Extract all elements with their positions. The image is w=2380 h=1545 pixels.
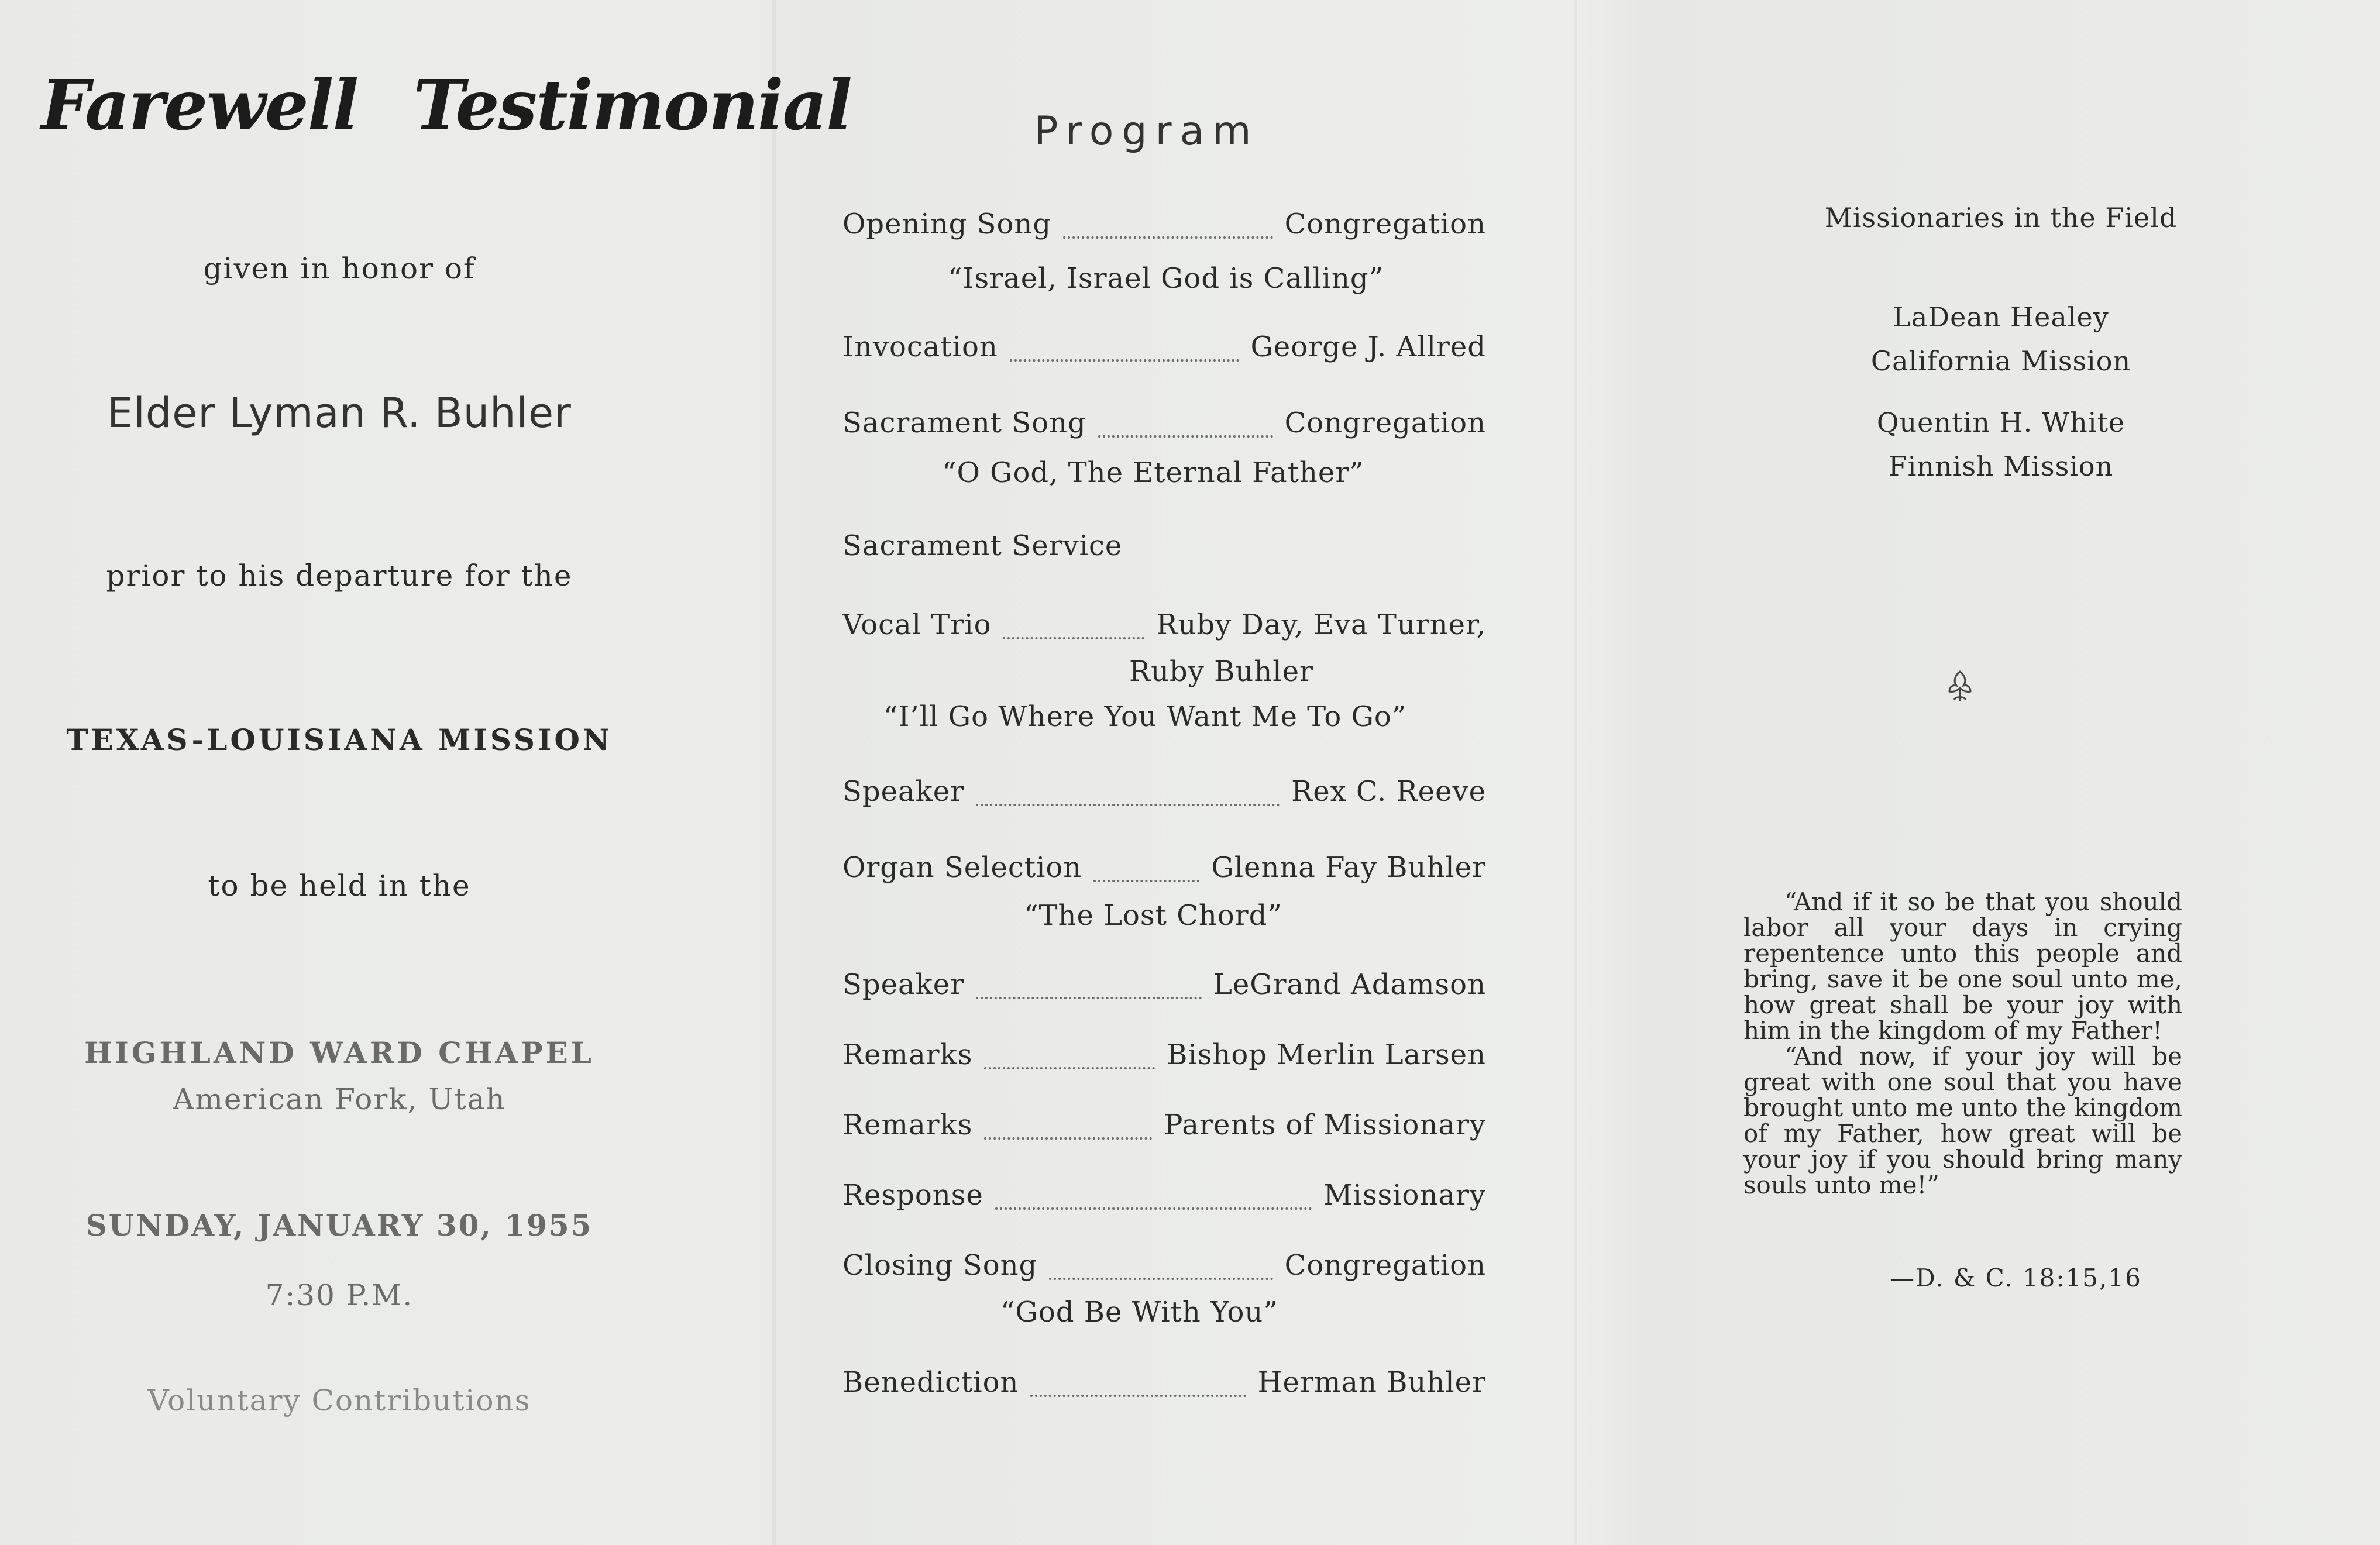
contributions-note: Voluntary Contributions [147, 1384, 531, 1417]
program-item-label: Speaker [842, 968, 965, 1001]
program-item-value: Congregation [1284, 407, 1486, 439]
program-item-subtitle: “I’ll Go Where You Want Me To Go” [883, 700, 1407, 733]
program-item-label: Opening Song [842, 208, 1052, 240]
program-item-speaker-2 [842, 968, 1486, 1009]
program-item-label: Benediction [842, 1366, 1019, 1399]
missionary-name: LaDean Healey [1893, 301, 2109, 333]
program-item-label: Organ Selection [842, 851, 1082, 884]
program-item-subtitle: “Israel, Israel God is Calling” [948, 262, 1384, 295]
program-item-value: Herman Buhler [1257, 1366, 1486, 1399]
program-item-invocation [842, 331, 1486, 371]
title-word-2: Testimonial [413, 64, 851, 146]
program-item-opening-song [842, 208, 1486, 249]
event-date: SUNDAY, JANUARY 30, 1955 [85, 1208, 593, 1243]
chapel-location: American Fork, Utah [173, 1082, 506, 1116]
program-item-subtitle: “The Lost Chord” [1024, 899, 1282, 932]
program-item-value: LeGrand Adamson [1213, 968, 1486, 1001]
program-item-sacrament-service [842, 529, 1486, 570]
program-item-label: Closing Song [842, 1249, 1038, 1282]
program-item-response [842, 1179, 1486, 1220]
program-item-label: Remarks [842, 1109, 973, 1141]
missionary-name: Quentin H. White [1876, 407, 2126, 438]
left-panel [0, 0, 851, 1545]
program-panel [807, 0, 1486, 1545]
quote-paragraph-1: “And if it so be that you should labor all your days in crying repentence unto this people and bring, save it be one soul unto me, how great shall be your joy with him in the kingdom of my Father! [1743, 887, 2182, 1045]
dot-leader [1030, 1395, 1246, 1397]
dot-leader [1098, 435, 1273, 438]
program-item-subtitle: Ruby Buhler [1129, 655, 1313, 688]
title-word-1: Farewell [41, 64, 358, 146]
program-heading: Program [1034, 108, 1260, 154]
program-item-sacrament-song [842, 407, 1486, 448]
program-item-label: Sacrament Song [842, 407, 1086, 439]
missionary-mission: California Mission [1870, 345, 2131, 377]
program-item-speaker-1 [842, 775, 1486, 816]
event-time: 7:30 P.M. [265, 1278, 414, 1312]
missionary-mission: Finnish Mission [1888, 450, 2114, 482]
dot-leader [1010, 359, 1239, 362]
dot-leader [1003, 637, 1144, 639]
program-item-vocal-trio [842, 608, 1486, 649]
program-item-subtitle: “O God, The Eternal Father” [942, 456, 1364, 489]
program-item-value: Congregation [1284, 208, 1486, 240]
quote-paragraph-2: “And now, if your joy will be great with one soul that you have brought unto me unto the kingdom of my Father, how great will be your joy if you should bring many souls unto me!” [1743, 1042, 2182, 1199]
program-item-value: Missionary [1323, 1179, 1486, 1212]
fold-line-right [1574, 0, 1577, 1545]
program-item-value: Rex C. Reeve [1291, 775, 1486, 808]
dot-leader [1093, 880, 1199, 882]
dot-leader [1049, 1278, 1272, 1280]
program-item-label: Speaker [842, 775, 965, 808]
program-item-remarks-2 [842, 1109, 1486, 1150]
chapel-name: HIGHLAND WARD CHAPEL [84, 1035, 594, 1070]
program-item-label: Sacrament Service [842, 529, 1123, 562]
program-item-remarks-1 [842, 1038, 1486, 1079]
program-item-label: Response [842, 1179, 983, 1212]
fold-line-left [772, 0, 776, 1545]
dot-leader [1063, 236, 1273, 239]
program-item-organ-selection [842, 851, 1486, 892]
dot-leader [976, 997, 1202, 999]
dot-leader [984, 1137, 1152, 1140]
prior-departure-text: prior to his departure for the [106, 559, 573, 593]
missionaries-heading: Missionaries in the Field [1824, 202, 2178, 233]
page-title [41, 64, 851, 146]
program-item-label: Vocal Trio [842, 608, 992, 641]
dot-leader [995, 1207, 1312, 1210]
dot-leader [976, 804, 1280, 806]
program-item-value: Congregation [1284, 1249, 1486, 1282]
dot-leader [984, 1067, 1155, 1069]
program-item-closing-song [842, 1249, 1486, 1290]
given-in-honor-text: given in honor of [203, 252, 476, 285]
program-item-benediction [842, 1366, 1486, 1407]
program-item-value: George J. Allred [1250, 331, 1486, 363]
scripture-citation: —D. & C. 18:15,16 [1890, 1264, 2142, 1292]
right-panel [1708, 0, 2293, 1545]
program-item-value: Parents of Missionary [1164, 1109, 1486, 1141]
program-item-value: Bishop Merlin Larsen [1167, 1038, 1486, 1071]
program-item-subtitle: “God Be With You” [1000, 1296, 1278, 1329]
mission-name: TEXAS-LOUISIANA MISSION [66, 722, 613, 757]
program-item-value: Glenna Fay Buhler [1211, 851, 1486, 884]
held-in-text: to be held in the [208, 869, 471, 903]
honoree-name: Elder Lyman R. Buhler [107, 389, 572, 437]
program-item-label: Invocation [842, 331, 998, 363]
program-item-value: Ruby Day, Eva Turner, [1156, 608, 1486, 641]
program-item-label: Remarks [842, 1038, 973, 1071]
scripture-quote [1743, 889, 2182, 1198]
flower-ornament-icon [1942, 667, 1977, 708]
